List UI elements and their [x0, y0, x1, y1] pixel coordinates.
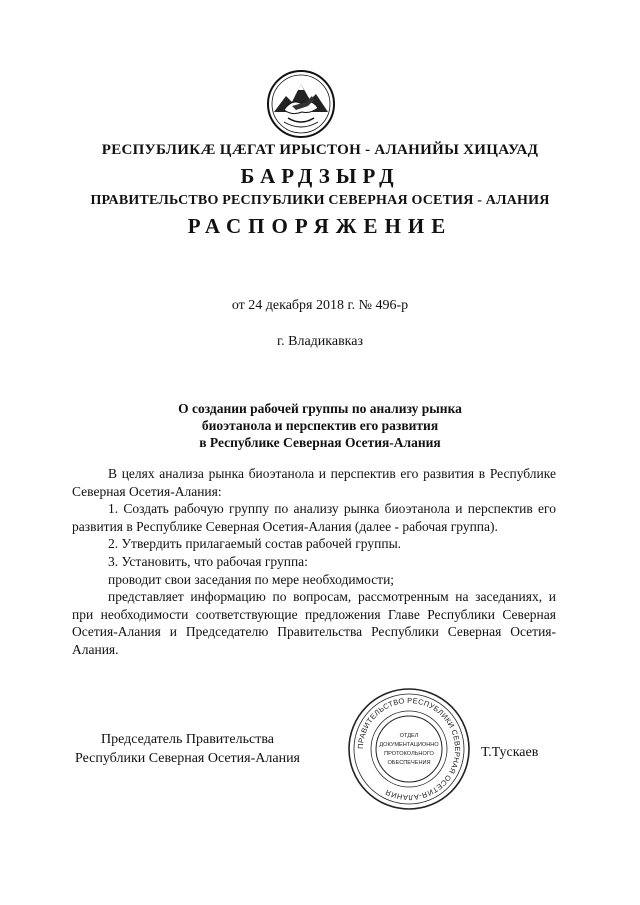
- body-item-3: 3. Установить, что рабочая группа:: [108, 553, 308, 569]
- title-line: в Республике Северная Осетия-Алания: [199, 435, 441, 450]
- svg-text:ПРАВИТЕЛЬСТВО РЕСПУБЛИКИ СЕВЕР: [356, 696, 462, 802]
- body-item-3a: проводит свои заседания по мере необходимости;: [108, 571, 395, 587]
- signatory-position: [75, 730, 300, 768]
- document-type-heading: РАСПОРЯЖЕНИЕ: [187, 214, 453, 238]
- document-body: [72, 465, 556, 659]
- signatory-position-line: Председатель Правительства: [101, 732, 274, 747]
- title-line: О создании рабочей группы по анализу рынка: [178, 401, 462, 416]
- header-government-title: ПРАВИТЕЛЬСТВО РЕСПУБЛИКИ СЕВЕРНАЯ ОСЕТИЯ - АЛАНИЯ: [90, 193, 550, 208]
- body-item-3b: представляет информацию по вопросам, рассмотренным на заседаниях, и при необходимости соответствующие предложения Главе Республики Северная Осетия-Алания и Председателю Правительства Республики Северная Осетия-Алания.: [72, 589, 556, 657]
- coat-of-arms-emblem: [262, 68, 340, 140]
- seal-ring-text: ПРАВИТЕЛЬСТВО РЕСПУБЛИКИ СЕВЕРНАЯ ОСЕТИЯ-АЛАНИЯ: [355, 695, 463, 803]
- body-item-1: 1. Создать рабочую группу по анализу рынка биоэтанола и перспектив его развития в Республике Северная Осетия-Алания (далее - рабочая группа).: [72, 501, 556, 534]
- document-city: г. Владикавказ: [276, 334, 364, 349]
- official-seal-stamp: [345, 685, 473, 813]
- title-line: биоэтанола и перспектив его развития: [201, 418, 439, 433]
- seal-center-line: ОБЕСПЕЧЕНИЯ: [387, 760, 431, 766]
- seal-center-line: ДОКУМЕНТАЦИОННО: [379, 742, 439, 748]
- seal-center-line: ОТДЕЛ: [399, 733, 419, 739]
- signatory-position-line: Республики Северная Осетия-Алания: [75, 751, 300, 766]
- header-ossetian-title: РЕСПУБЛИКӔ ЦӔГАТ ИРЫСТОН - АЛАНИЙЫ ХИЦАУАД: [101, 142, 539, 158]
- signatory-name: Т.Тускаев: [481, 745, 539, 760]
- seal-center-line: ПРОТОКОЛЬНОГО: [384, 751, 434, 757]
- body-intro-paragraph: В целях анализа рынка биоэтанола и перспектив его развития в Республике Северная Осетия-Алания:: [72, 466, 556, 499]
- document-date-number: от 24 декабря 2018 г. № 496-р: [231, 298, 409, 313]
- body-item-2: 2. Утвердить прилагаемый состав рабочей группы.: [108, 536, 402, 552]
- header-ossetian-doc-type: БАРДЗЫРД: [240, 164, 400, 188]
- document-title: [120, 400, 520, 451]
